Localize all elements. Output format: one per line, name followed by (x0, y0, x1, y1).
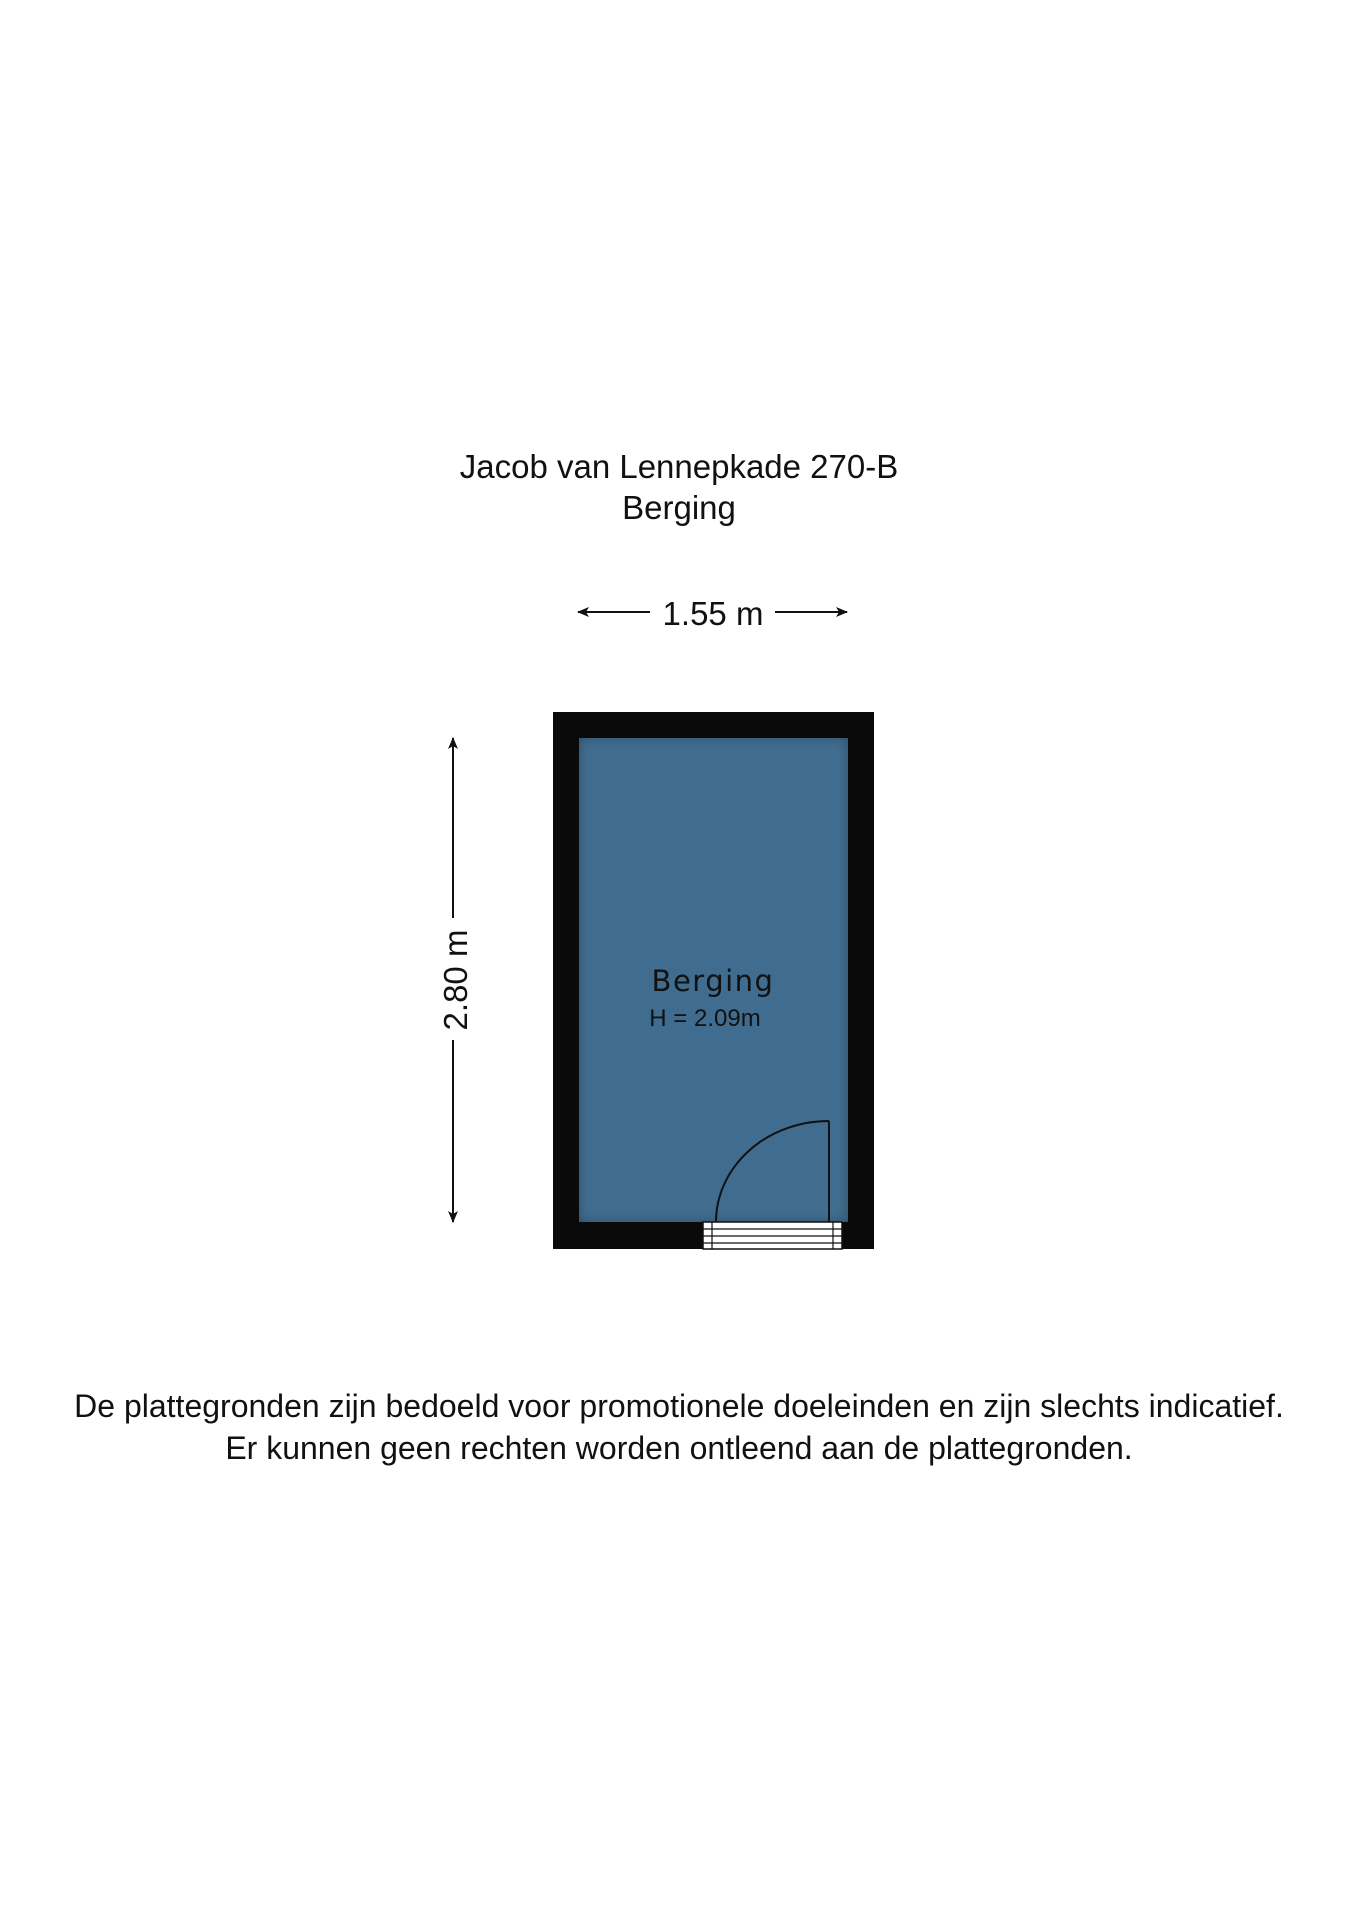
length-label: 2.80 m (437, 929, 474, 1031)
room-height: H = 2.09m (649, 1005, 761, 1032)
width-label: 1.55 m (662, 595, 764, 632)
disclaimer (0, 1385, 1358, 1469)
floor-title: Berging (622, 489, 736, 526)
width-dimension (578, 595, 847, 632)
length-dimension (437, 738, 474, 1222)
room-name: Berging (651, 964, 775, 998)
disclaimer-line-1: De plattegronden zijn bedoeld voor promotionele doeleinden en zijn slechts indicatief. (74, 1388, 1284, 1424)
room-berging (553, 712, 874, 1249)
address-title: Jacob van Lennepkade 270-B (459, 448, 899, 485)
disclaimer-line-2: Er kunnen geen rechten worden ontleend aan de plattegronden. (225, 1430, 1133, 1466)
